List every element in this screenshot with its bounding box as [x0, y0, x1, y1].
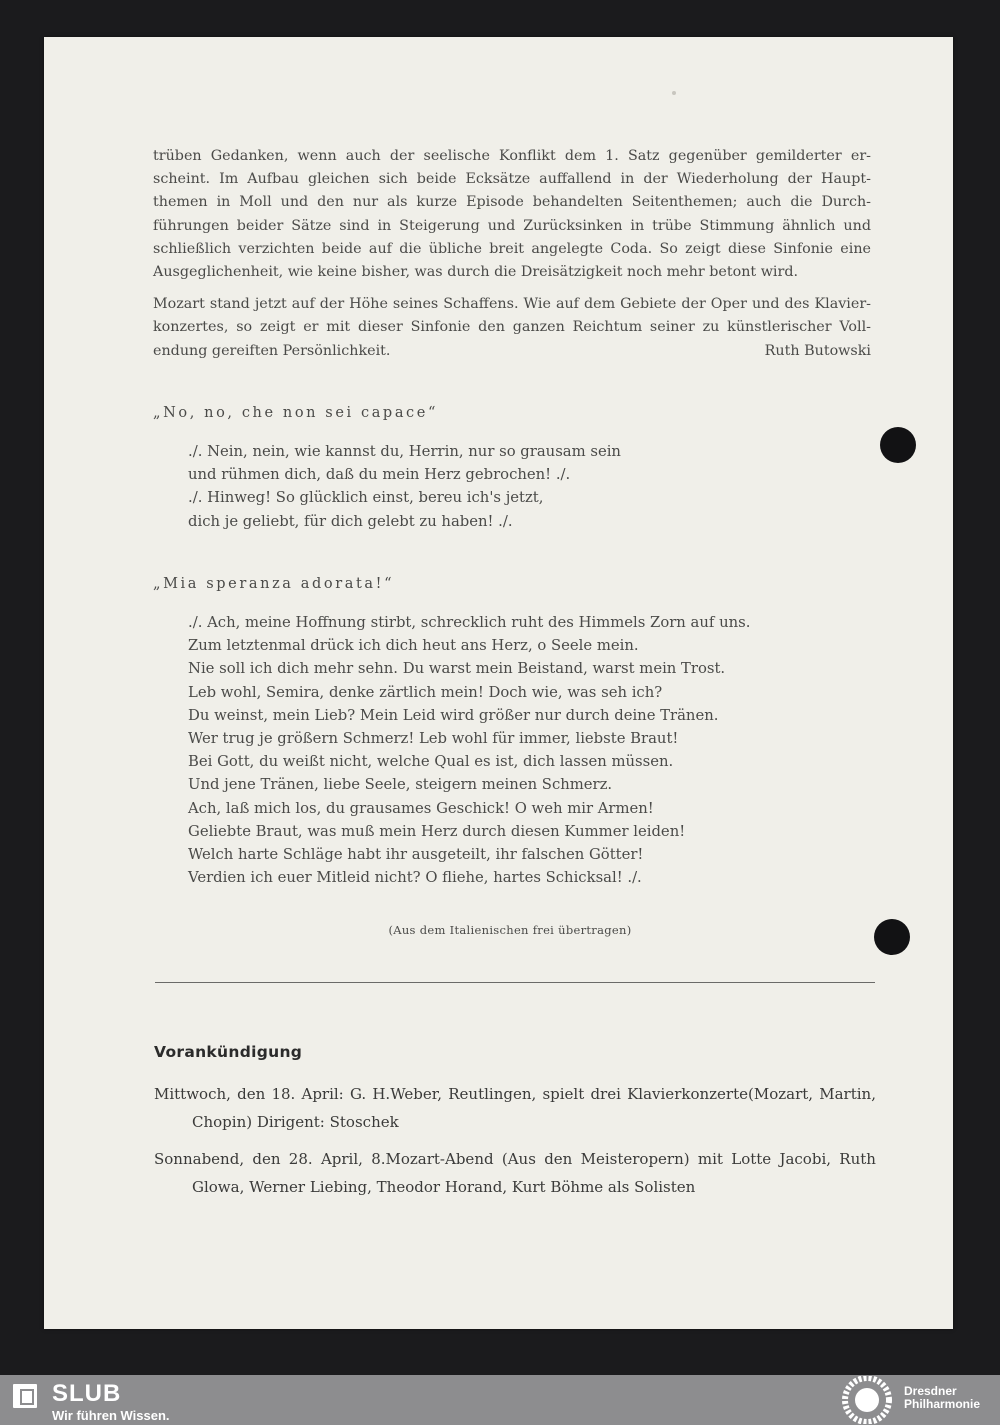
- verse-line: Und jene Tränen, liebe Seele, steigern meinen Schmerz.: [188, 776, 613, 794]
- event-line-2: Chopin) Dirigent: Stoschek: [192, 1113, 399, 1131]
- slub-tagline: Wir führen Wissen.: [52, 1408, 170, 1423]
- event-word: H.Weber,: [372, 1085, 443, 1103]
- aria2-title: „Mia speranza adorata!“: [153, 576, 395, 592]
- essay-line: Mozart stand jetzt auf der Höhe seines Schaffens. Wie auf dem Gebiete der Oper und des Klavier-: [153, 296, 871, 313]
- event-word: den: [237, 1085, 266, 1103]
- event-word: Klavierkonzerte(Mozart,: [627, 1085, 814, 1103]
- announcement-title: Vorankündigung: [154, 1043, 303, 1061]
- event-word: Lotte: [731, 1150, 772, 1168]
- event-word: April,: [320, 1150, 363, 1168]
- event-word: drei: [590, 1085, 621, 1103]
- essay-line: scheint. Im Aufbau gleichen sich beide Ecksätze auffallend in der Wiederholung der Haupt-: [153, 171, 871, 188]
- verse-line: Ach, laß mich los, du grausames Geschick! O weh mir Armen!: [188, 799, 654, 817]
- slub-logo-text: SLUB: [52, 1380, 122, 1407]
- essay-line: schließlich verzichten beide auf die übliche breit angelegte Coda. So zeigt diese Sinfonie eine: [153, 240, 871, 257]
- event-word: (Aus: [501, 1150, 536, 1168]
- event-line-1: [154, 1145, 876, 1173]
- event-word: Meisteropern): [580, 1150, 690, 1168]
- essay-text: [153, 145, 871, 363]
- document-page: [44, 37, 953, 1329]
- event-word: Reutlingen,: [448, 1085, 537, 1103]
- verse-line: Leb wohl, Semira, denke zärtlich mein! Doch wie, was seh ich?: [188, 683, 663, 701]
- verse-line: Zum letztenmal drück ich dich heut ans Herz, o Seele mein.: [188, 637, 639, 655]
- paper-speck: [672, 91, 676, 95]
- aria1-title: „No, no, che non sei capace“: [153, 405, 438, 421]
- event-word: spielt: [542, 1085, 585, 1103]
- verse-line: und rühmen dich, daß du mein Herz gebrochen! ./.: [188, 466, 571, 484]
- verse-line: Geliebte Braut, was muß mein Herz durch diesen Kummer leiden!: [188, 822, 686, 840]
- essay-line: themen in Moll und den nur als kurze Episode behandelten Seitenthemen; auch die Durch-: [153, 194, 871, 211]
- event-word: 28.: [288, 1150, 313, 1168]
- essay-line: Ausgeglichenheit, wie keine bisher, was durch die Dreisätzigkeit noch mehr betont wird.: [153, 264, 799, 281]
- verse-line: Verdien ich euer Mitleid nicht? O fliehe, hartes Schicksal! ./.: [188, 869, 642, 887]
- event-word: Sonnabend,: [154, 1150, 245, 1168]
- event-word: den: [252, 1150, 281, 1168]
- event-word: Mittwoch,: [154, 1085, 231, 1103]
- verse-line: dich je geliebt, für dich gelebt zu haben! ./.: [188, 512, 513, 530]
- essay-line: führungen beider Sätze sind in Steigerung und Zurücksinken in trübe Stimmung ähnlich und: [153, 217, 871, 234]
- essay-line: trüben Gedanken, wenn auch der seelische Konflikt dem 1. Satz gegenüber gemilderter er-: [153, 148, 871, 164]
- punch-hole-top: [880, 427, 916, 463]
- verse-line: Nie soll ich dich mehr sehn. Du warst mein Beistand, warst mein Trost.: [188, 660, 726, 678]
- aria1-verse: [188, 440, 621, 533]
- event-word: mit: [697, 1150, 723, 1168]
- event-word: den: [544, 1150, 573, 1168]
- event-line-2: Glowa, Werner Liebing, Theodor Horand, Kurt Böhme als Solisten: [192, 1178, 696, 1196]
- verse-line: Du weinst, mein Lieb? Mein Leid wird größer nur durch deine Tränen.: [188, 706, 719, 724]
- event-word: Jacobi,: [779, 1150, 832, 1168]
- event-word: Ruth: [839, 1150, 876, 1168]
- essay-line: konzertes, so zeigt er mit dieser Sinfonie den ganzen Reichtum seiner zu künstlerischer Voll-: [153, 319, 871, 336]
- translation-credit: (Aus dem Italienischen frei übertragen): [388, 923, 632, 937]
- philharmonie-emblem-icon: [842, 1376, 892, 1424]
- announcement-event: [154, 1080, 876, 1136]
- verse-line: Bei Gott, du weißt nicht, welche Qual es ist, dich lassen müssen.: [188, 753, 674, 771]
- verse-line: ./. Hinweg! So glücklich einst, bereu ich's jetzt,: [188, 489, 544, 507]
- essay-line: endung gereiften Persönlichkeit.: [153, 342, 391, 359]
- announcement-event: [154, 1145, 876, 1201]
- event-word: 18.: [271, 1085, 296, 1103]
- philharmonie-logo-text: [904, 1385, 980, 1411]
- verse-line: Wer trug je größern Schmerz! Leb wohl für immer, liebste Braut!: [188, 730, 679, 748]
- essay-closing-line: [153, 340, 871, 363]
- philharmonie-line-1: Dresdner: [904, 1384, 957, 1398]
- footer-bar: [0, 1375, 1000, 1425]
- event-word: G.: [349, 1085, 367, 1103]
- event-line-1: [154, 1080, 876, 1108]
- event-word: April:: [301, 1085, 344, 1103]
- event-word: Martin,: [819, 1085, 876, 1103]
- verse-line: Welch harte Schläge habt ihr ausgeteilt, ihr falschen Götter!: [188, 846, 644, 864]
- verse-line: ./. Ach, meine Hoffnung stirbt, schrecklich ruht des Himmels Zorn auf uns.: [188, 614, 751, 631]
- book-icon: [10, 1381, 40, 1411]
- section-divider: [155, 982, 875, 983]
- essay-author: Ruth Butowski: [764, 342, 871, 359]
- event-word: 8.Mozart-Abend: [371, 1150, 494, 1168]
- aria2-verse: [188, 611, 750, 889]
- philharmonie-line-2: Philharmonie: [904, 1397, 981, 1411]
- verse-line: ./. Nein, nein, wie kannst du, Herrin, nur so grausam sein: [188, 443, 621, 460]
